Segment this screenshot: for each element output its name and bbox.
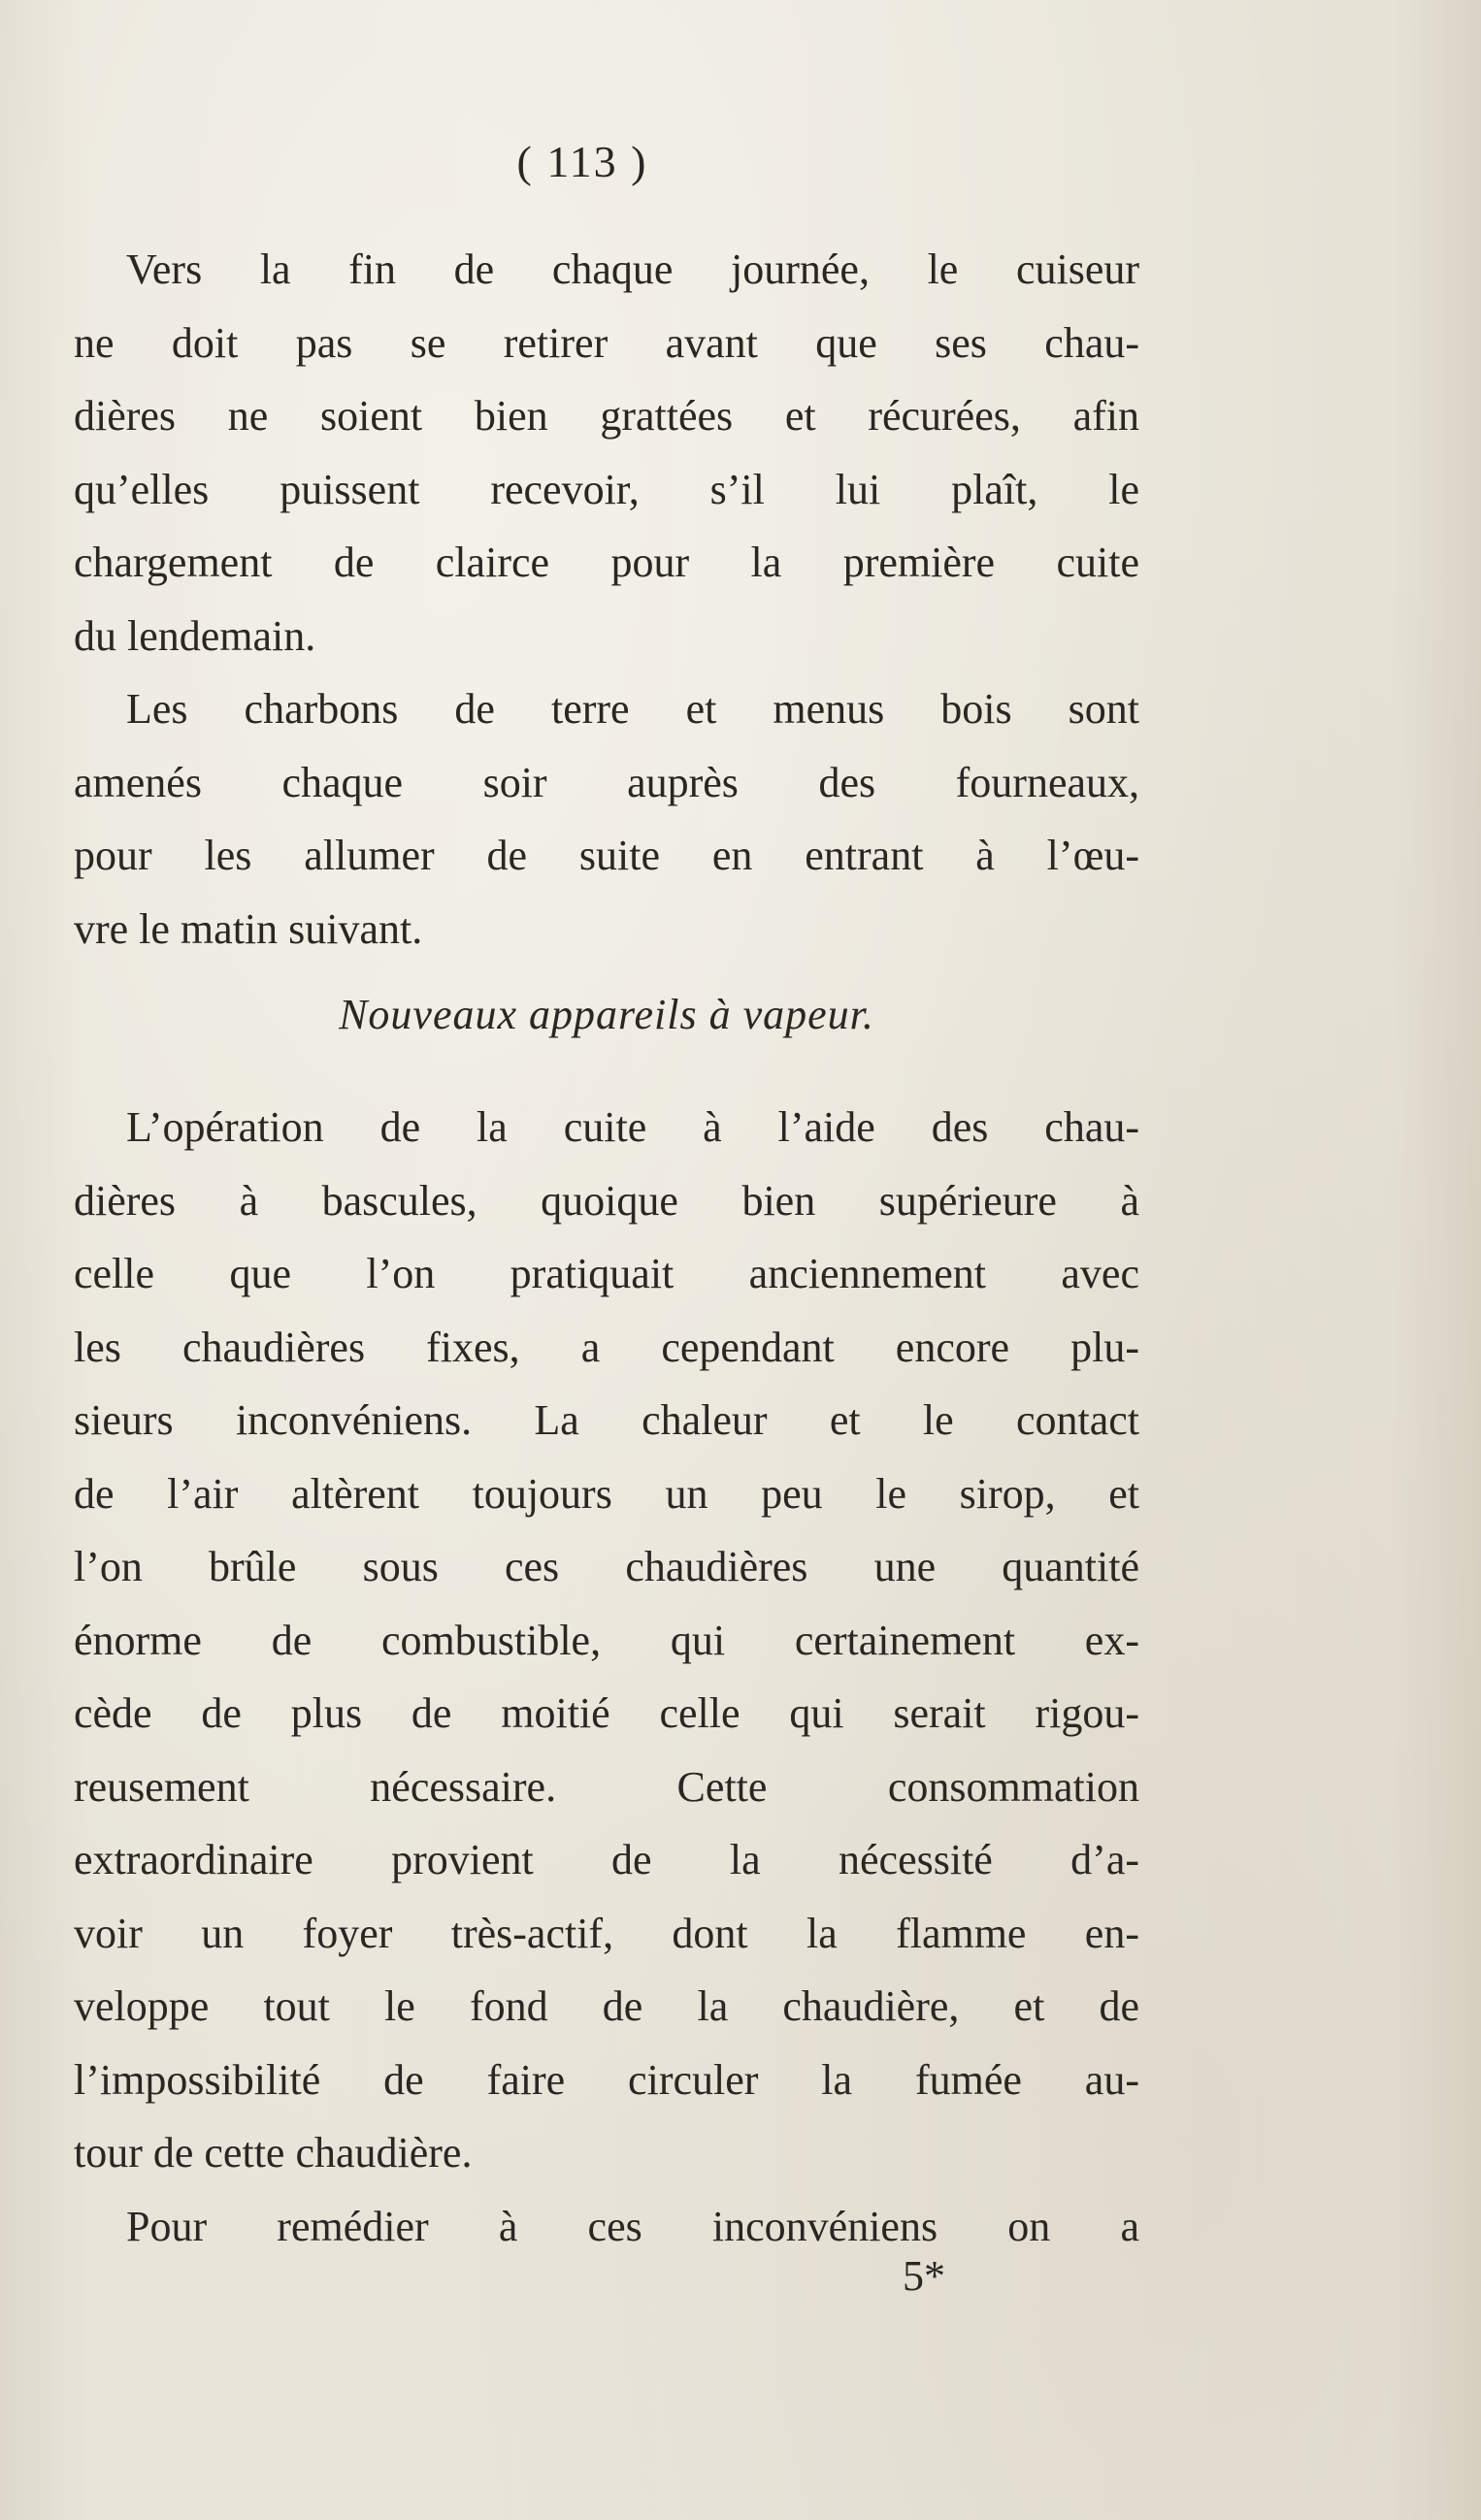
page-number: ( 113 ) [516,137,648,186]
text-line: Vers la fin de chaque journée, le cuiseur [126,245,1139,293]
text-line: du lendemain. [74,611,316,660]
text-line: tour de cette chaudière. [74,2129,473,2176]
text-line: les chaudières fixes, a cependant encore plu- [74,1323,1139,1371]
text-line: pour les allumer de suite en entrant à l’œu- [74,832,1139,879]
text-line: reusement nécessaire. Cette consommation [74,1762,1139,1811]
text-line: voir un foyer très-actif, dont la flamme en- [74,1909,1139,1957]
text-line: extraordinaire provient de la nécessité d’a- [74,1836,1139,1883]
text-line: celle que l’on pratiquait anciennement avec [74,1250,1139,1297]
text-line: sieurs inconvéniens. La chaleur et le contact [74,1396,1139,1444]
text-line: de l’air altèrent toujours un peu le sirop, et [74,1469,1139,1518]
text-line: qu’elles puissent recevoir, s’il lui plaît, le [74,465,1139,513]
text-line: veloppe tout le fond de la chaudière, et de [74,1982,1139,2030]
text-line: ne doit pas se retirer avant que ses chau- [74,318,1139,367]
signature-mark: 5* [903,2252,945,2300]
text-line: Pour remédier à ces inconvéniens on a [126,2203,1139,2250]
paragraph-2 [74,672,1139,965]
text-line: L’opération de la cuite à l’aide des chau- [126,1103,1139,1151]
text-line: Les charbons de terre et menus bois sont [126,685,1139,733]
section-heading: Nouveaux appareils à vapeur. [339,991,874,1038]
text-line: l’impossibilité de faire circuler la fumée au- [74,2055,1139,2104]
paragraph-1 [74,233,1139,672]
text-line: l’on brûle sous ces chaudières une quantité [74,1543,1139,1590]
text-line: dières à bascules, quoique bien supérieure à [74,1176,1139,1225]
text-line: chargement de clairce pour la première cuite [74,539,1139,586]
paragraph-3 [74,1091,1139,2190]
text-line: vre le matin suivant. [74,904,423,953]
text-line: énorme de combustible, qui certainement ex- [74,1616,1139,1664]
text-line: dières ne soient bien grattées et récurées, afin [74,392,1139,440]
paragraph-4 [74,2190,1139,2264]
text-line: amenés chaque soir auprès des fourneaux, [74,758,1139,806]
text-line: cède de plus de moitié celle qui serait rigou- [74,1689,1139,1737]
